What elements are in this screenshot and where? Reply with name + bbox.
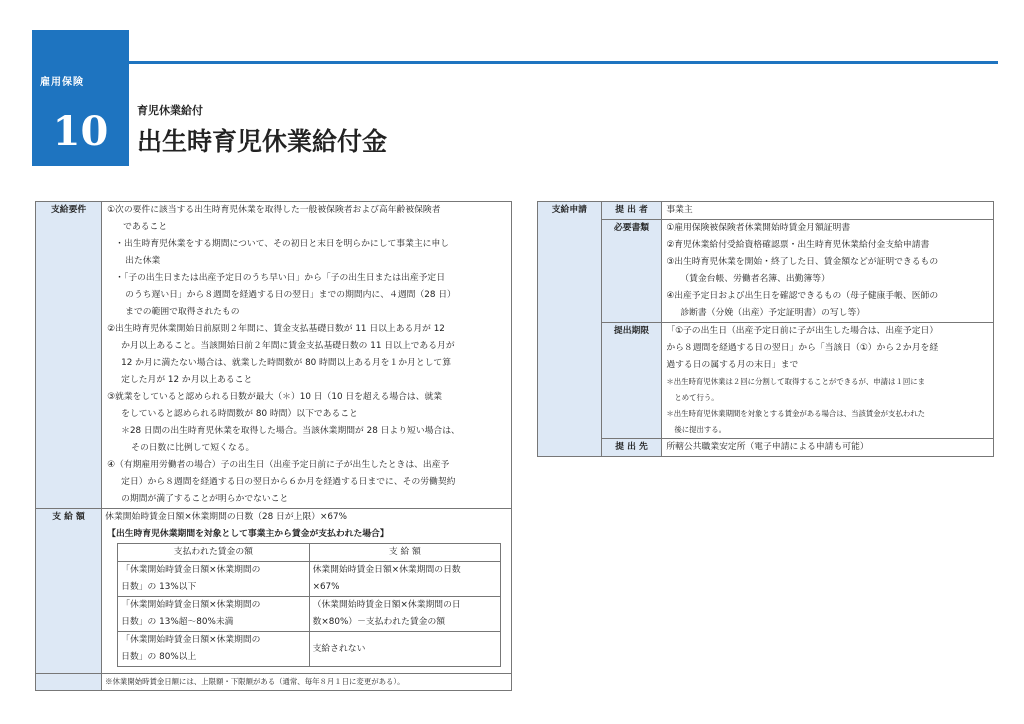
requirement-line: ④（有期雇用労働者の場合）子の出生日（出産予定日前に子が出生したときは、出産予 (107, 460, 450, 470)
benefit-requirements-table (35, 201, 512, 691)
documents-row (538, 220, 994, 323)
deadline-line: 過する日の属する月の末日」まで (666, 360, 799, 370)
chapter-category: 雇用保険 (40, 77, 84, 88)
deadline-note: とめて行う。 (674, 393, 719, 402)
submitter-value: 事業主 (662, 202, 994, 220)
deadline-note: ＊出生時育児休業は２回に分割して取得することができるが、申請は１回にま (666, 377, 926, 386)
application-table (537, 201, 994, 457)
chapter-number: 10 (52, 108, 109, 155)
cell-line: 「休業開始時賃金日額×休業期間の (121, 635, 261, 645)
requirement-line: ③就業をしていると認められる日数が最大（＊）10 日（10 日を超える場合は、就業 (107, 392, 443, 402)
amount-row (36, 509, 512, 674)
requirement-line: 12 か月に満たない場合は、就業した時間数が 80 時間以上ある月を１か月として算 (121, 358, 452, 368)
cell-line: 「休業開始時賃金日額×休業期間の (121, 565, 261, 575)
requirement-line: ②出生時育児休業開始日前原則２年間に、賃金支払基礎日数が 11 日以上ある月が 12 (107, 324, 445, 334)
amount-case-cell (309, 632, 501, 667)
amount-label: 支 給 額 (36, 509, 102, 674)
amount-case-title: 【出生時育児休業期間を対象として事業主から賃金が支払われた場合】 (107, 529, 389, 539)
amount-case-row (118, 562, 501, 597)
amount-formula: 休業開始時賃金日額×休業期間の日数（28 日が上限）×67% (105, 512, 347, 522)
amount-case-table (117, 543, 501, 667)
destination-label: 提 出 先 (601, 439, 662, 457)
documents-label: 必要書類 (601, 220, 662, 323)
cell-line: 日数」の 13%超～80%未満 (121, 617, 234, 627)
submitter-label: 提 出 者 (601, 202, 662, 220)
requirement-line: 定日）から８週間を経過する日の翌日から６か月を経過する日までに、その労働契約 (121, 477, 456, 487)
page-subtitle: 育児休業給付 (137, 104, 203, 117)
requirement-line: 出た休業 (125, 256, 161, 266)
requirement-line: か月以上あること。当該開始日前２年間に賃金支払基礎日数の 11 日以上である月が (121, 341, 455, 351)
deadline-note: ＊出生時育児休業期間を対象とする賃金がある場合は、当該賃金が支払われた (666, 409, 926, 418)
page-title: 出生時育児休業給付金 (137, 127, 388, 156)
documents-content (662, 220, 994, 323)
requirement-line: 定した月が 12 か月以上あること (121, 375, 253, 385)
requirement-line: であること (123, 222, 168, 232)
amount-case-header: 支払われた賃金の額 (118, 544, 309, 562)
destination-value: 所轄公共職業安定所（電子申請による申請も可能） (662, 439, 994, 457)
deadline-content (662, 323, 994, 439)
requirement-line: ・「子の出生日または出産予定日のうち早い日」から「子の出生日または出産予定日 (115, 273, 446, 283)
requirement-line: をしていると認められる時間数が 80 時間）以下であること (121, 409, 358, 419)
cell-line: 「休業開始時賃金日額×休業期間の (121, 600, 261, 610)
requirement-line: その日数に比例して短くなる。 (131, 443, 255, 453)
amount-case-cell (118, 632, 309, 667)
requirements-content (102, 202, 512, 509)
application-label: 支給申請 (538, 202, 602, 457)
requirement-line: の期間が満了することが明らかでないこと (121, 494, 289, 504)
amount-case-header-row (118, 544, 501, 562)
deadline-line: から８週間を経過する日の翌日」から「当該日（①）から２か月を経 (666, 343, 939, 353)
cell-line: 支給されない (312, 643, 366, 654)
requirement-line: ＊28 日間の出生時育児休業を取得した場合。当該休業期間が 28 日より短い場合は、 (121, 426, 460, 436)
amount-case-cell (309, 597, 501, 632)
cell-line: 数×80%）－支払われた賃金の額 (312, 617, 446, 627)
document-line: ②育児休業給付受給資格確認票・出生時育児休業給付金支給申請書 (666, 240, 930, 250)
footnote: ※休業開始時賃金日額には、上限額・下限額がある（通常、毎年８月１日に変更がある）。 (102, 674, 512, 691)
amount-case-cell (118, 597, 309, 632)
requirement-line: ・出生時育児休業をする期間について、その初日と末日を明らかにして事業主に申し (115, 239, 450, 249)
amount-case-cell (118, 562, 309, 597)
cell-line: 日数」の 13%以下 (121, 582, 197, 592)
footnote-row (36, 674, 512, 691)
document-line: ①雇用保険被保険者休業開始時賃金月額証明書 (666, 223, 851, 233)
deadline-label: 提出期限 (601, 323, 662, 439)
cell-line: ×67% (312, 582, 340, 592)
amount-case-cell (309, 562, 501, 597)
cell-line: 日数」の 80%以上 (121, 652, 197, 662)
requirement-line: ①次の要件に該当する出生時育児休業を取得した一般被保険者および高年齢被保険者 (107, 205, 441, 215)
chapter-badge (32, 30, 129, 166)
deadline-note: 後に提出する。 (674, 425, 727, 434)
amount-case-row (118, 597, 501, 632)
document-line: ③出生時育児休業を開始・終了した日、賃金額などが証明できるもの (666, 257, 939, 267)
header-rule (129, 61, 998, 64)
footnote-label (36, 674, 102, 691)
requirement-line: のうち遅い日」から８週間を経過する日の翌日」までの期間内に、４週間（28 日） (125, 290, 456, 300)
cell-line: 休業開始時賃金日額×休業期間の日数 (312, 565, 461, 575)
document-line: 診断書（分娩（出産）予定証明書）の写し等） (680, 308, 866, 318)
requirements-row (36, 202, 512, 509)
document-line: （賃金台帳、労働者名簿、出勤簿等） (680, 274, 830, 284)
submitter-row (538, 202, 994, 220)
deadline-row (538, 323, 994, 439)
requirements-label: 支給要件 (36, 202, 102, 509)
deadline-line: 「①子の出生日（出産予定日前に子が出生した場合は、出産予定日） (666, 326, 939, 336)
cell-line: （休業開始時賃金日額×休業期間の日 (312, 600, 461, 610)
amount-case-row (118, 632, 501, 667)
requirement-line: までの範囲で取得されたもの (125, 307, 240, 317)
document-line: ④出産予定日および出生日を確認できるもの（母子健康手帳、医師の (666, 291, 939, 301)
amount-content (102, 509, 512, 674)
destination-row (538, 439, 994, 457)
amount-case-header: 支 給 額 (309, 544, 501, 562)
